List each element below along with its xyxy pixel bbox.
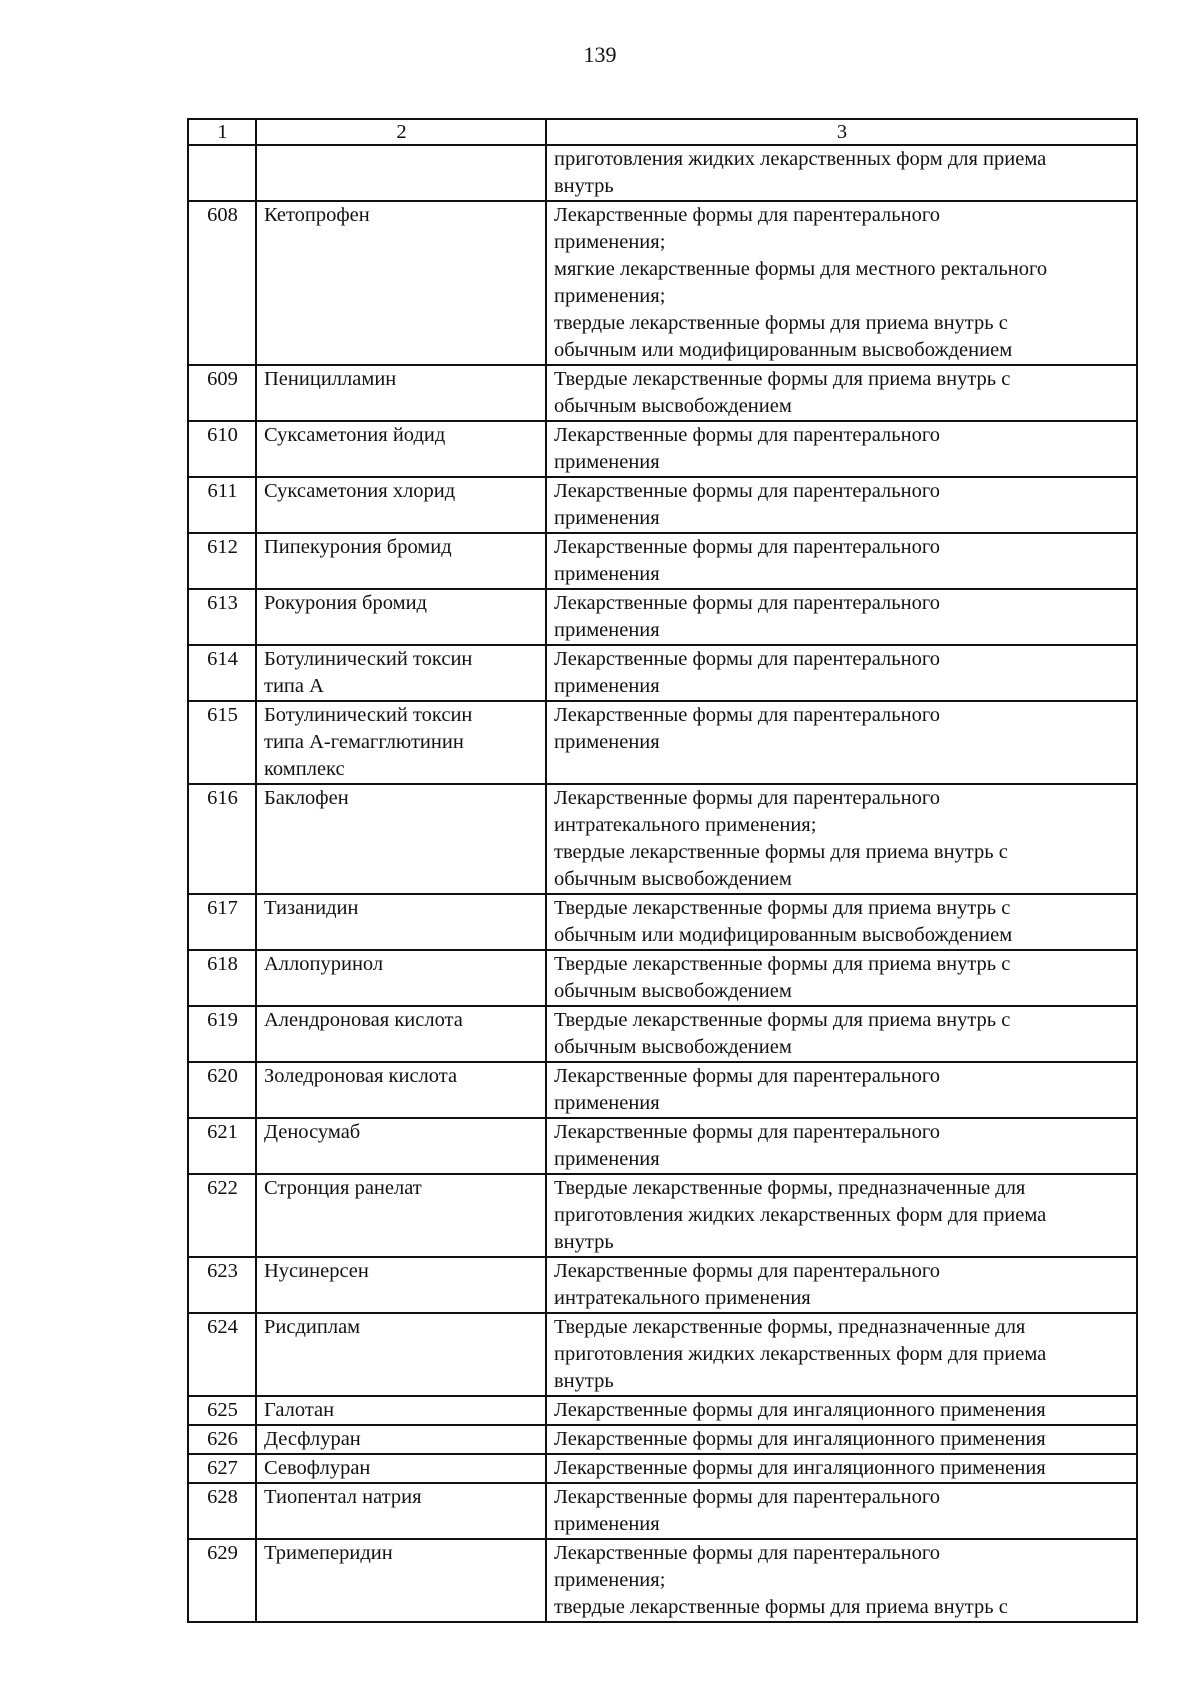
dosage-form-line: применения — [554, 1513, 660, 1535]
drug-name-cell — [256, 1006, 546, 1062]
row-number: 622 — [188, 1174, 256, 1257]
table-row — [188, 1396, 1137, 1425]
dosage-form-line: применения — [554, 1148, 660, 1170]
drug-name-line: Стронция ранелат — [264, 1177, 422, 1199]
table-header-row — [188, 119, 1137, 145]
drug-name-cell — [256, 784, 546, 894]
table-row — [188, 1006, 1137, 1062]
drug-name-line: Тримеперидин — [264, 1542, 393, 1564]
dosage-form-line: внутрь — [554, 1231, 614, 1253]
drug-name-line: Десфлуран — [264, 1428, 361, 1450]
dosage-form-line: Лекарственные формы для парентерального — [554, 204, 940, 226]
drug-name-line: Суксаметония хлорид — [264, 480, 456, 502]
dosage-form-line: Лекарственные формы для парентерального — [554, 1542, 940, 1564]
dosage-form-cell — [546, 1425, 1137, 1454]
row-number: 609 — [188, 365, 256, 421]
table-row — [188, 950, 1137, 1006]
dosage-form-cell — [546, 365, 1137, 421]
dosage-form-line: обычным высвобождением — [554, 980, 792, 1002]
table-row — [188, 1425, 1137, 1454]
dosage-form-cell — [546, 1313, 1137, 1396]
dosage-form-line: Твердые лекарственные формы для приема внутрь с — [554, 897, 1011, 919]
row-number: 619 — [188, 1006, 256, 1062]
dosage-form-line: обычным высвобождением — [554, 868, 792, 890]
drug-name-line: Золедроновая кислота — [264, 1065, 458, 1087]
dosage-form-line: Лекарственные формы для ингаляционного применения — [554, 1399, 1046, 1421]
dosage-form-line: Лекарственные формы для парентерального — [554, 648, 940, 670]
dosage-form-cell — [546, 1062, 1137, 1118]
header-col-1: 1 — [188, 119, 256, 145]
row-number: 620 — [188, 1062, 256, 1118]
row-number: 625 — [188, 1396, 256, 1425]
dosage-form-cell — [546, 1174, 1137, 1257]
dosage-form-line: обычным или модифицированным высвобождением — [554, 339, 1013, 361]
drug-name-cell — [256, 701, 546, 784]
dosage-form-line: Лекарственные формы для парентерального — [554, 592, 940, 614]
dosage-form-line: Лекарственные формы для парентерального — [554, 1260, 940, 1282]
dosage-form-cell — [546, 1539, 1137, 1622]
row-number: 615 — [188, 701, 256, 784]
table-row — [188, 1062, 1137, 1118]
drug-name-cell — [256, 894, 546, 950]
dosage-form-line: твердые лекарственные формы для приема внутрь с — [554, 1596, 1008, 1618]
dosage-form-line: Лекарственные формы для парентерального — [554, 1486, 940, 1508]
row-number: 610 — [188, 421, 256, 477]
dosage-form-line: применения — [554, 619, 660, 641]
drug-name-line: Тизанидин — [264, 897, 359, 919]
dosage-form-line: Твердые лекарственные формы для приема внутрь с — [554, 368, 1011, 390]
drug-name-line: Тиопентал натрия — [264, 1486, 422, 1508]
row-number: 613 — [188, 589, 256, 645]
drug-name-cell — [256, 1118, 546, 1174]
dosage-form-line: применения; — [554, 285, 666, 307]
row-number: 629 — [188, 1539, 256, 1622]
table-row — [188, 1483, 1137, 1539]
table-row — [188, 365, 1137, 421]
dosage-form-line: внутрь — [554, 1370, 614, 1392]
dosage-form-line: интратекального применения; — [554, 814, 817, 836]
dosage-form-cell — [546, 145, 1137, 201]
drug-name-line: Алендроновая кислота — [264, 1009, 463, 1031]
dosage-form-line: применения — [554, 507, 660, 529]
dosage-form-line: Твердые лекарственные формы для приема внутрь с — [554, 1009, 1011, 1031]
row-number: 616 — [188, 784, 256, 894]
drug-name-line: Рисдиплам — [264, 1316, 361, 1338]
header-col-2: 2 — [256, 119, 546, 145]
table-row — [188, 589, 1137, 645]
drug-name-line: Севофлуран — [264, 1457, 371, 1479]
drug-name-cell — [256, 1313, 546, 1396]
dosage-form-line: обычным высвобождением — [554, 395, 792, 417]
dosage-form-line: Лекарственные формы для парентерального — [554, 536, 940, 558]
dosage-form-line: Лекарственные формы для парентерального — [554, 424, 940, 446]
drug-name-line: Пипекурония бромид — [264, 536, 452, 558]
dosage-form-cell — [546, 589, 1137, 645]
drug-name-line: Аллопуринол — [264, 953, 384, 975]
dosage-form-cell — [546, 1257, 1137, 1313]
dosage-form-line: Лекарственные формы для парентерального — [554, 1065, 940, 1087]
drug-name-line: Ботулинический токсин — [264, 648, 473, 670]
row-number: 621 — [188, 1118, 256, 1174]
row-number: 626 — [188, 1425, 256, 1454]
row-number: 611 — [188, 477, 256, 533]
drug-name-line: Нусинерсен — [264, 1260, 369, 1282]
dosage-form-cell — [546, 477, 1137, 533]
dosage-form-cell — [546, 784, 1137, 894]
dosage-form-line: Твердые лекарственные формы, предназначенные для — [554, 1316, 1026, 1338]
drug-name-cell — [256, 950, 546, 1006]
dosage-form-line: обычным или модифицированным высвобождением — [554, 924, 1013, 946]
drug-name-cell — [256, 1454, 546, 1483]
dosage-form-line: внутрь — [554, 175, 614, 197]
table-row — [188, 1454, 1137, 1483]
table-row — [188, 145, 1137, 201]
drug-name-line: Баклофен — [264, 787, 349, 809]
row-number: 623 — [188, 1257, 256, 1313]
drug-name-line: Рокурония бромид — [264, 592, 427, 614]
drug-name-cell — [256, 1396, 546, 1425]
row-number: 624 — [188, 1313, 256, 1396]
dosage-form-line: применения — [554, 451, 660, 473]
drug-name-line: Кетопрофен — [264, 204, 370, 226]
table-row — [188, 1118, 1137, 1174]
dosage-form-line: приготовления жидких лекарственных форм для приема — [554, 1343, 1047, 1365]
table-row — [188, 477, 1137, 533]
dosage-form-line: применения; — [554, 231, 666, 253]
row-number: 618 — [188, 950, 256, 1006]
dosage-form-line: приготовления жидких лекарственных форм для приема — [554, 1204, 1047, 1226]
table-row — [188, 1174, 1137, 1257]
table-row — [188, 894, 1137, 950]
drug-name-cell — [256, 1174, 546, 1257]
dosage-form-cell — [546, 1118, 1137, 1174]
drug-name-cell — [256, 1257, 546, 1313]
dosage-form-cell — [546, 1006, 1137, 1062]
dosage-form-line: Твердые лекарственные формы для приема внутрь с — [554, 953, 1011, 975]
dosage-form-cell — [546, 1396, 1137, 1425]
drug-name-line: Галотан — [264, 1399, 335, 1421]
row-number: 612 — [188, 533, 256, 589]
drug-name-line: Ботулинический токсин — [264, 704, 473, 726]
dosage-form-line: применения — [554, 563, 660, 585]
table-row — [188, 421, 1137, 477]
table-row — [188, 533, 1137, 589]
drug-name-line: Деносумаб — [264, 1121, 361, 1143]
dosage-form-cell — [546, 533, 1137, 589]
row-number: 617 — [188, 894, 256, 950]
table-body — [188, 119, 1137, 1622]
dosage-form-cell — [546, 201, 1137, 365]
dosage-form-cell — [546, 701, 1137, 784]
dosage-form-line: твердые лекарственные формы для приема внутрь с — [554, 841, 1008, 863]
dosage-form-cell — [546, 1483, 1137, 1539]
dosage-form-line: обычным высвобождением — [554, 1036, 792, 1058]
drug-name-cell — [256, 645, 546, 701]
dosage-form-line: Лекарственные формы для парентерального — [554, 704, 940, 726]
page-number: 139 — [583, 42, 617, 67]
drug-name-line: типа А — [264, 675, 324, 697]
row-number: 608 — [188, 201, 256, 365]
drug-name-cell — [256, 201, 546, 365]
drug-name-cell — [256, 477, 546, 533]
dosage-form-line: применения — [554, 675, 660, 697]
drug-name-cell — [256, 1062, 546, 1118]
drug-name-cell — [256, 1539, 546, 1622]
dosage-form-line: твердые лекарственные формы для приема внутрь с — [554, 312, 1008, 334]
dosage-form-cell — [546, 950, 1137, 1006]
dosage-form-line: интратекального применения — [554, 1287, 811, 1309]
row-number: 628 — [188, 1483, 256, 1539]
drug-name-cell — [256, 145, 546, 201]
dosage-form-line: применения — [554, 1092, 660, 1114]
row-number: 614 — [188, 645, 256, 701]
table-row — [188, 1539, 1137, 1622]
dosage-form-line: Твердые лекарственные формы, предназначенные для — [554, 1177, 1026, 1199]
dosage-form-line: Лекарственные формы для парентерального — [554, 787, 940, 809]
drug-name-line: типа А-гемагглютинин — [264, 731, 464, 753]
table-row — [188, 784, 1137, 894]
drug-name-cell — [256, 365, 546, 421]
drug-name-cell — [256, 1483, 546, 1539]
dosage-form-line: применения — [554, 731, 660, 753]
dosage-form-cell — [546, 645, 1137, 701]
drug-table — [187, 118, 1138, 1623]
dosage-form-line: применения; — [554, 1569, 666, 1591]
row-number: 627 — [188, 1454, 256, 1483]
table-row — [188, 1313, 1137, 1396]
dosage-form-line: Лекарственные формы для парентерального — [554, 1121, 940, 1143]
drug-name-line: Пеницилламин — [264, 368, 397, 390]
dosage-form-line: Лекарственные формы для ингаляционного применения — [554, 1457, 1046, 1479]
table-row — [188, 701, 1137, 784]
row-number — [188, 145, 256, 201]
dosage-form-cell — [546, 1454, 1137, 1483]
drug-name-cell — [256, 1425, 546, 1454]
drug-name-line: комплекс — [264, 758, 345, 780]
table-row — [188, 201, 1137, 365]
dosage-form-line: Лекарственные формы для парентерального — [554, 480, 940, 502]
header-col-3: 3 — [546, 119, 1137, 145]
table-row — [188, 645, 1137, 701]
dosage-form-cell — [546, 894, 1137, 950]
drug-name-line: Суксаметония йодид — [264, 424, 446, 446]
drug-name-cell — [256, 421, 546, 477]
drug-name-cell — [256, 533, 546, 589]
dosage-form-line: Лекарственные формы для ингаляционного применения — [554, 1428, 1046, 1450]
dosage-form-cell — [546, 421, 1137, 477]
dosage-form-line: приготовления жидких лекарственных форм для приема — [554, 148, 1047, 170]
dosage-form-line: мягкие лекарственные формы для местного ректального — [554, 258, 1048, 280]
table-row — [188, 1257, 1137, 1313]
drug-name-cell — [256, 589, 546, 645]
